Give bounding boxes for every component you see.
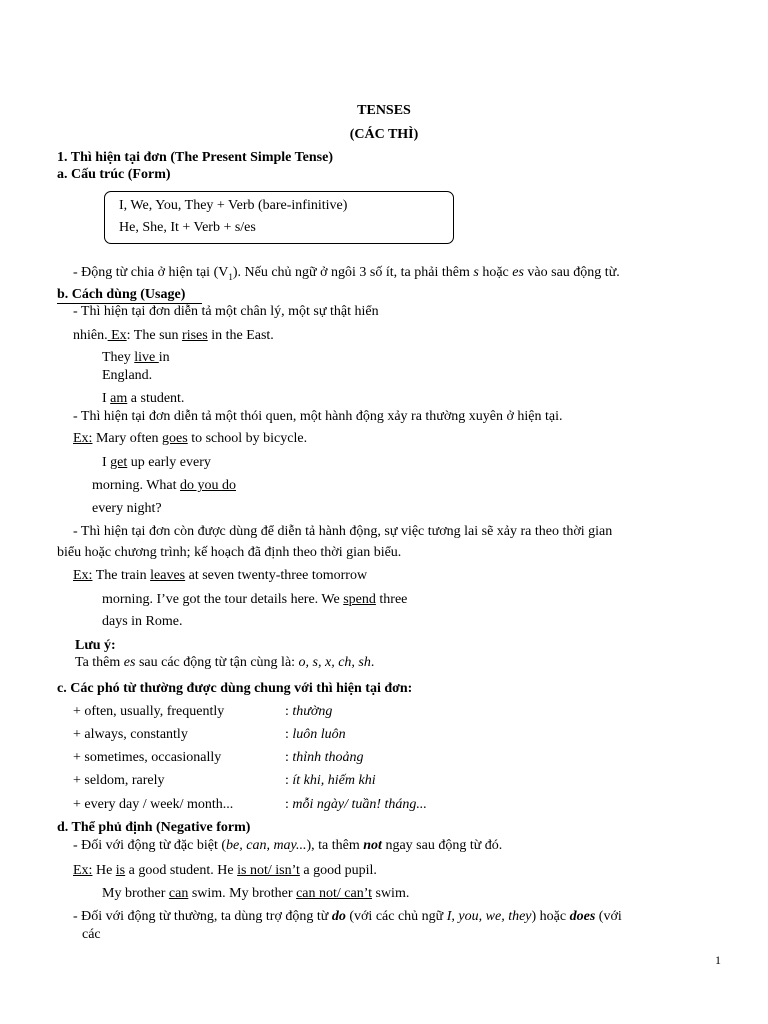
example-england: England. bbox=[102, 368, 153, 383]
adverb-vi: : thỉnh thoảng bbox=[285, 750, 364, 765]
example-get-up: I get up early every bbox=[102, 455, 211, 470]
example-rome: days in Rome. bbox=[102, 614, 183, 629]
adverb-vi: : luôn luôn bbox=[285, 727, 346, 742]
note-heading: Lưu ý: bbox=[75, 638, 116, 653]
page-subtitle: (CÁC THÌ) bbox=[349, 127, 419, 142]
negative-rule-special: - Đối với động từ đặc biệt (be, can, may...), ta thêm not ngay sau động từ đó. bbox=[73, 838, 503, 853]
example-he-is: Ex: He is a good student. He is not/ isn’t a good pupil. bbox=[73, 863, 377, 878]
adverb-vi: : thường bbox=[285, 704, 333, 719]
example-tour: morning. I’ve got the tour details here. We spend three bbox=[102, 592, 408, 607]
example-every-night: every night? bbox=[92, 501, 162, 516]
usage-habit-line1: - Thì hiện tại đơn diễn tả một thói quen, một hành động xảy ra thường xuyên ở hiện tại. bbox=[73, 409, 563, 424]
adverb-en: + sometimes, occasionally bbox=[73, 750, 222, 765]
example-brother-can: My brother can swim. My brother can not/ can’t swim. bbox=[102, 886, 410, 901]
usage-truth-line2: nhiên. Ex: The sun rises in the East. bbox=[73, 328, 274, 343]
page-title: TENSES bbox=[357, 103, 411, 118]
usage-schedule-line2: biểu hoặc chương trình; kế hoạch đã định theo thời gian biểu. bbox=[57, 545, 402, 560]
note-text: Ta thêm es sau các động từ tận cùng là: o, s, x, ch, sh. bbox=[75, 655, 375, 670]
usage-schedule-line1: - Thì hiện tại đơn còn được dùng để diễn tả hành động, sự việc tương lai sẽ xảy ra theo thời gian bbox=[73, 524, 613, 539]
adverb-en: + seldom, rarely bbox=[73, 773, 165, 788]
form-note: - Động từ chia ở hiện tại $(V_1)$. Nếu chủ ngữ ở ngôi 3 số ít, ta phải thêm s hoặc es vào sau động từ. bbox=[73, 265, 620, 282]
subheading-form: a. Cấu trúc (Form) bbox=[57, 167, 171, 182]
example-i-am: I am a student. bbox=[102, 391, 185, 406]
example-mary: Ex: Mary often goes to school by bicycle. bbox=[73, 431, 308, 446]
form-line-singular: He, She, It + Verb + s/es bbox=[119, 220, 256, 235]
usage-truth-line1: - Thì hiện tại đơn diễn tả một chân lý, một sự thật hiển bbox=[73, 304, 379, 319]
example-train: Ex: The train leaves at seven twenty-three tomorrow bbox=[73, 568, 368, 583]
adverb-vi: : ít khi, hiếm khi bbox=[285, 773, 376, 788]
subheading-usage: b. Cách dùng (Usage) bbox=[57, 287, 186, 302]
adverb-en: + often, usually, frequently bbox=[73, 704, 225, 719]
adverb-en: + always, constantly bbox=[73, 727, 188, 742]
negative-rule-ordinary: - Đối với động từ thường, ta dùng trợ động từ do (với các chủ ngữ I, you, we, they) hoặc does (với bbox=[73, 909, 622, 924]
example-they-live: They live in bbox=[102, 350, 170, 365]
subheading-adverbs: c. Các phó từ thường được dùng chung với thì hiện tại đơn: bbox=[57, 681, 413, 696]
negative-rule-ordinary-cont: các bbox=[82, 927, 101, 942]
adverb-vi: : mỗi ngày/ tuần! tháng... bbox=[285, 797, 427, 812]
adverb-en: + every day / week/ month... bbox=[73, 797, 234, 812]
example-what-do-you-do: morning. What do you do bbox=[92, 478, 237, 493]
page-number: 1 bbox=[715, 953, 721, 967]
subheading-negative: d. Thể phủ định (Negative form) bbox=[57, 820, 251, 835]
section-heading: 1. Thì hiện tại đơn (The Present Simple Tense) bbox=[57, 150, 334, 165]
form-line-plural: I, We, You, They + Verb (bare-infinitive) bbox=[119, 198, 348, 213]
